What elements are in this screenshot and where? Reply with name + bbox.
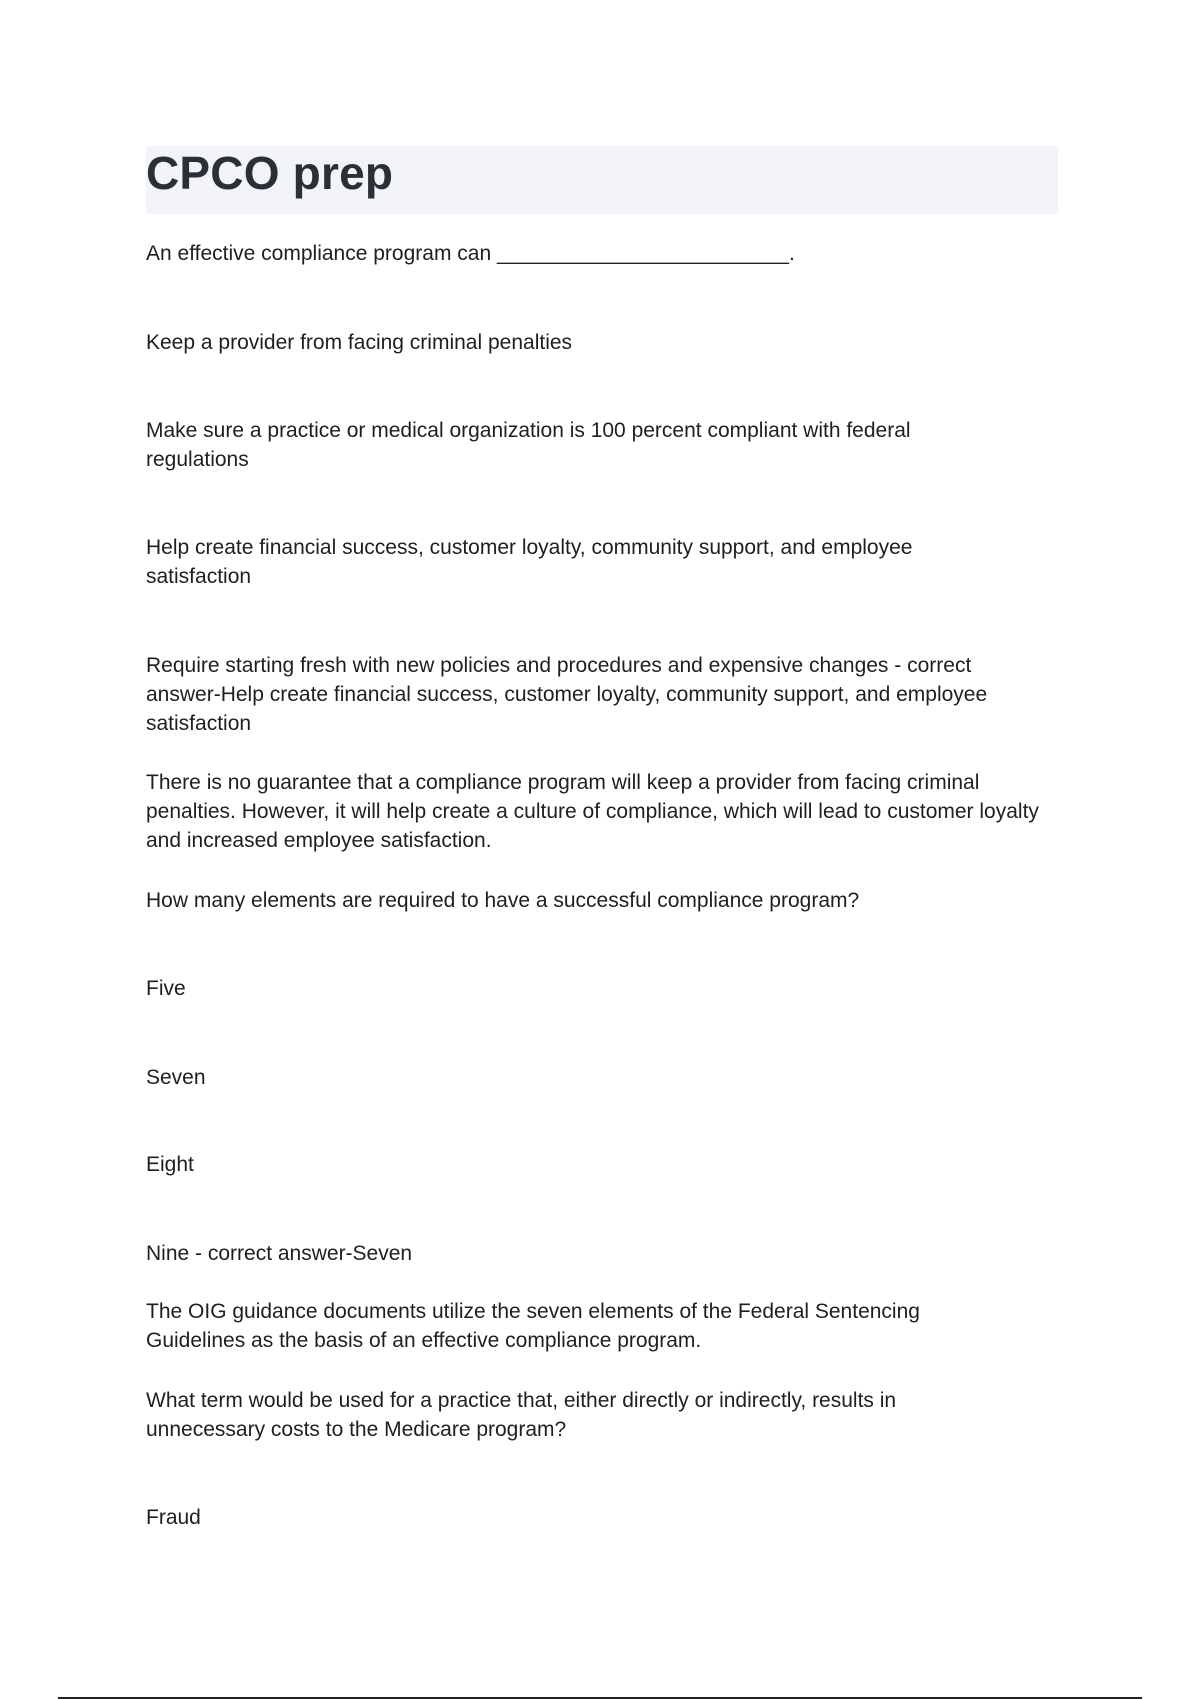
question-2-option-b: Seven (146, 1066, 206, 1089)
question-1-explanation: There is no guarantee that a compliance program will keep a provider from facing criminal penalties. However, it will help create a culture of compliance, which will lead to customer loyalty and increased employee satisfaction. (146, 771, 1039, 852)
page-title: CPCO prep (146, 147, 394, 199)
question-2-option-d-answer: Nine - correct answer-Seven (146, 1242, 413, 1265)
question-2-option-a: Five (146, 977, 186, 1000)
question-1-option-d-answer: Require starting fresh with new policies and procedures and expensive changes - correct answer-Help create financial success, customer loyalty, community support, and employee satisfaction (146, 654, 988, 735)
bottom-rule (58, 1697, 1142, 1699)
question-1-option-a: Keep a provider from facing criminal penalties (146, 331, 573, 354)
question-3-option-a: Fraud (146, 1506, 201, 1529)
question-1-option-c: Help create financial success, customer loyalty, community support, and employee satisfaction (146, 536, 913, 588)
question-1-prompt: An effective compliance program can _________________________. (146, 242, 795, 265)
question-2-explanation: The OIG guidance documents utilize the seven elements of the Federal Sentencing Guidelines as the basis of an effective compliance program. (146, 1300, 920, 1352)
question-1-option-b: Make sure a practice or medical organization is 100 percent compliant with federal regulations (146, 419, 911, 471)
question-2-prompt: How many elements are required to have a successful compliance program? (146, 889, 860, 912)
question-2-option-c: Eight (146, 1153, 194, 1176)
question-3-prompt: What term would be used for a practice that, either directly or indirectly, results in unnecessary costs to the Medicare program? (146, 1389, 897, 1441)
